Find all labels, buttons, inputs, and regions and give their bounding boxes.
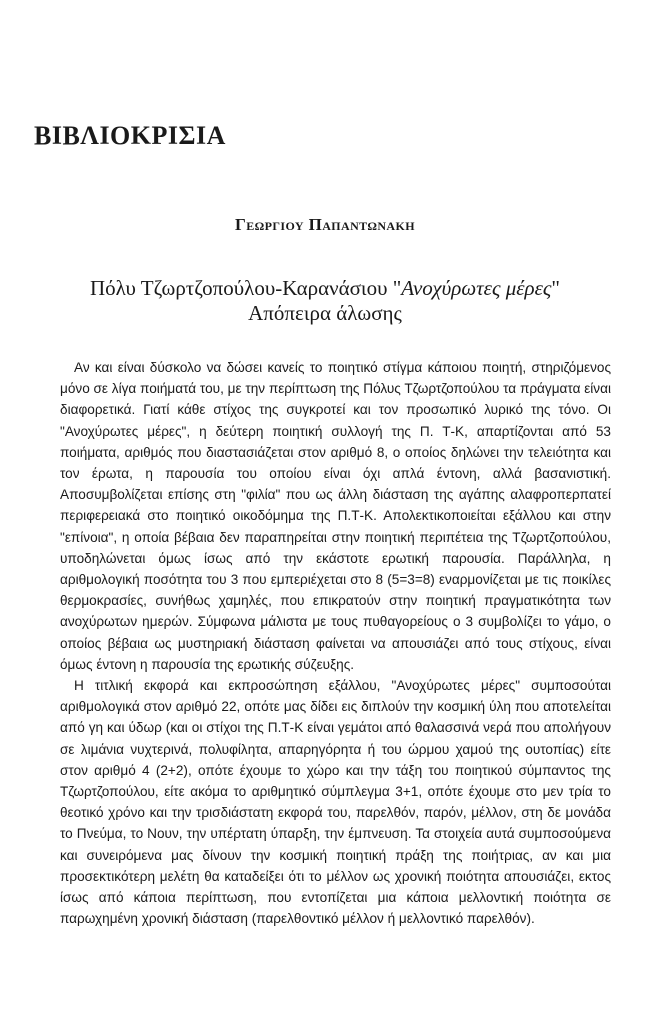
article-subtitle: Απόπειρα άλωσης — [248, 301, 402, 325]
article-body — [60, 357, 611, 929]
paragraph: Η τιτλική εκφορά και εκπροσώπηση εξάλλου, "Ανοχύρωτες μέρες" συμποσούται αριθμολογικά στον αριθμό 22, οπότε μας δίδει εις διπλούν την κοσμική ύλη που αποτελείται από γη και ύδωρ (και οι στίχοι της Π.Τ-Κ είναι γεμάτοι από θαλασσινά νερά που απολήγουν σε λιμάνια νυχτερινά, πολυφίλητα, απαρηγόρητα ή του ώρμου χαμού της ουτοπίας) είτε στον αριθμό 4 (2+2), οπότε έχουμε το χώρο και την τάξη του ποιητικού σύμπαντος της Τζωρτζοπούλου, είτε ακόμα το αριθμητικό σύμπλεγμα 3+1, οπότε έχουμε στο μεν τρία το θεοτικό χρόνο και την τρισδιάστατη εκφορά του, παρελθόν, παρόν, μέλλον, στη δε μονάδα το Πνεύμα, το Νουν, την υπέρτατη ύπαρξη, την έμπνευση. Τα στοιχεία αυτά συμποσούμενα και συνειρόμενα μας δίνουν την κοσμική ποιητική πράξη της ποιήτριας, αν και μια προσεκτικότερη μελέτη θα καταδείξει ότι το μέλλον ως χρονική ποιότητα απουσιάζει, εκτος ίσως από κάποια περίπτωση, που εντοπίζεται μια κάποια μελλοντική ποιότητα σε παρωχημένη χρονική διάσταση (παρελθοντικό μέλλον ή μελλοντικό παρελθόν). — [60, 678, 611, 927]
book-title-close-quote: " — [551, 276, 560, 300]
book-title-line — [0, 276, 650, 301]
author-name: Γεωργιου Παπαντωνακη — [235, 215, 415, 234]
section-title: ΒΙΒΛΙΟΚΡΙΣΙΑ — [34, 121, 226, 150]
book-title: Ανοχύρωτες μέρες — [401, 276, 552, 300]
book-title-block — [0, 276, 650, 326]
paragraph: Αν και είναι δύσκολο να δώσει κανείς το ποιητικό στίγμα κάποιου ποιητή, στηριζόμενος μόνο σε λίγα ποιήματά του, με την περίπτωση της Πόλυς Τζωρτζοπούλου τα πράγματα είναι διαφορετικά. Γιατί κάθε στίχος της συγκροτεί και τον προσωπικό λυρικό της τόνο. Οι "Ανοχύρωτες μέρες", η δεύτερη ποιητική συλλογή της Π. Τ-Κ, απαρτίζονται από 53 ποιήματα, αριθμός που διαστασιάζεται στον αριθμό 8, ο οποίος δηλώνει την τελειότητα και τον έρωτα, η παρουσία του οποίου είναι όχι απλά έντονη, αλλά βασανιστική. Αποσυμβολίζεται επίσης στη "φιλία" που ως άλλη διάσταση της αγάπης αλαφροπερπατεί περιφερειακά στο ποιητικό οικοδόμημα της Π.Τ-Κ. Απολεκτικοποιείται εξάλλου και στην "επίνοια", η οποία βέβαια δεν παραπηρείται στην ποιητική περιπέτεια της Τζωρτζοπούλου, υποδηλώνεται όμως ίσως από την εκάστοτε ερωτική παρουσία. Παράλληλα, η αριθμολογική ποσότητα του 3 που εμπεριέχεται στο 8 (5=3=8) εναρμονίζεται με τις ποικίλες θερμοκρασίες, συνήθως χαμηλές, που επικρατούν στην ποιητική πραγματικότητα των ανοχύρωτων ημερών. Σύμφωνα μάλιστα με τους πυθαγορείους ο 3 συμβολίζει το γάμο, ο οποίος βέβαια ως μυστηριακή διάσταση φαίνεται να απουσιάζει από τους στίχους, είναι όμως έντονη η παρουσία της ερωτικής σύζευξης. — [60, 360, 611, 672]
book-author-prefix: Πόλυ Τζωρτζοπούλου-Καρανάσιου " — [90, 276, 402, 300]
